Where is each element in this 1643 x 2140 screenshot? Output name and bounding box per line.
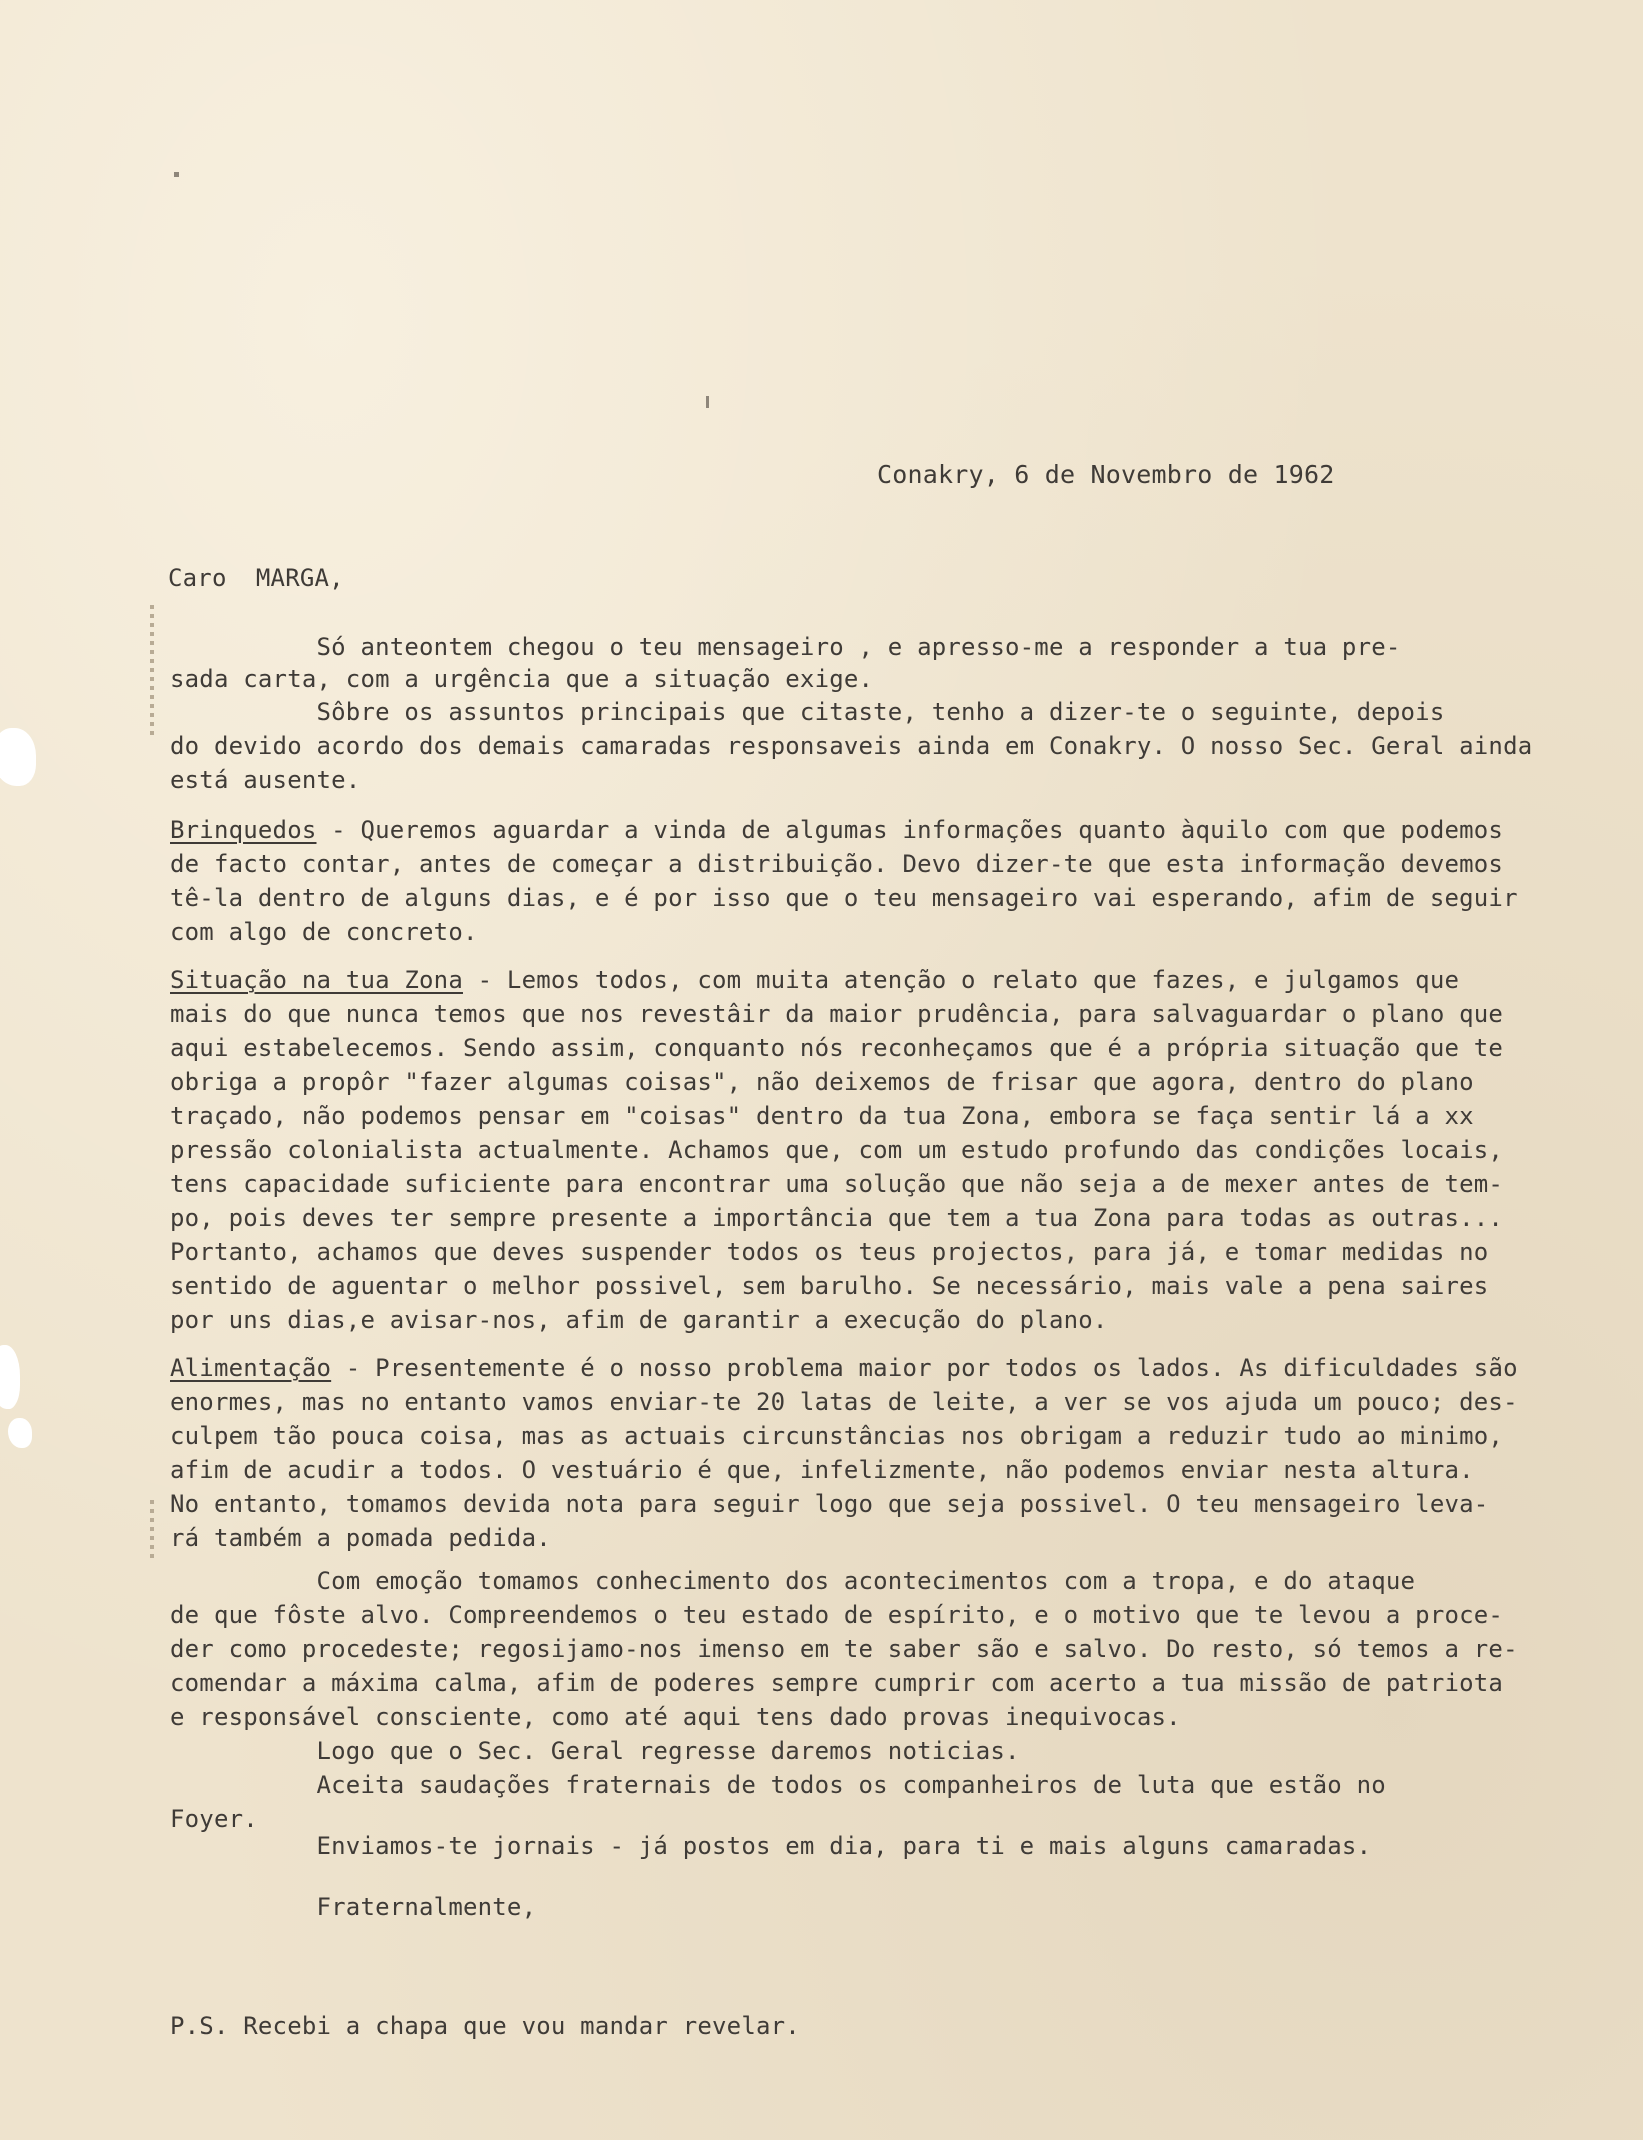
paper-hole — [0, 728, 36, 786]
body-line: rá também a pomada pedida. — [170, 1524, 551, 1552]
body-line: do devido acordo dos demais camaradas responsaveis ainda em Conakry. O nosso Sec. Geral ainda — [170, 732, 1533, 760]
body-line: tens capacidade suficiente para encontrar uma solução que não seja a de mexer antes de tem- — [170, 1170, 1504, 1198]
dateline: Conakry, 6 de Novembro de 1962 — [877, 460, 1335, 489]
section-heading: Alimentação — [170, 1354, 332, 1382]
body-line: Sôbre os assuntos principais que citaste, tenho a dizer-te o seguinte, depois — [170, 698, 1445, 726]
section-situacao-first-line — [170, 965, 1459, 995]
body-line: com algo de concreto. — [170, 918, 478, 946]
body-line: culpem tão pouca coisa, mas as actuais circunstâncias nos obrigam a reduzir tudo ao minimo, — [170, 1422, 1504, 1450]
postscript: P.S. Recebi a chapa que vou mandar revelar. — [170, 2012, 800, 2040]
body-line: de facto contar, antes de começar a distribuição. Devo dizer-te que esta informação devemos — [170, 850, 1504, 878]
body-line: de que fôste alvo. Compreendemos o teu estado de espírito, e o motivo que te levou a proce- — [170, 1601, 1504, 1629]
body-line: Aceita saudações fraternais de todos os companheiros de luta que estão no — [170, 1771, 1386, 1799]
ink-speck — [706, 396, 709, 408]
punch-marks — [150, 605, 154, 735]
body-line: tê-la dentro de alguns dias, e é por isso que o teu mensageiro vai esperando, afim de seguir — [170, 884, 1518, 912]
body-line: obriga a propôr "fazer algumas coisas", não deixemos de frisar que agora, dentro do plano — [170, 1068, 1474, 1096]
body-line: por uns dias,e avisar-nos, afim de garantir a execução do plano. — [170, 1306, 1108, 1334]
body-line: e responsável consciente, como até aqui tens dado provas inequivocas. — [170, 1703, 1181, 1731]
section-heading: Situação na tua Zona — [170, 966, 463, 994]
section-alimentacao-first-line — [170, 1353, 1518, 1383]
body-line: mais do que nunca temos que nos revestâir da maior prudência, para salvaguardar o plano que — [170, 1000, 1504, 1028]
body-line: aqui estabelecemos. Sendo assim, conquanto nós reconheçamos que é a própria situação que te — [170, 1034, 1504, 1062]
section-brinquedos-first-line — [170, 815, 1503, 845]
body-line: sentido de aguentar o melhor possivel, sem barulho. Se necessário, mais vale a pena saires — [170, 1272, 1489, 1300]
body-line: comendar a máxima calma, afim de poderes sempre cumprir com acerto a tua missão de patriota — [170, 1669, 1504, 1697]
body-line: está ausente. — [170, 766, 361, 794]
body-line: - Queremos aguardar a vinda de algumas informações quanto àquilo com que podemos — [316, 816, 1504, 844]
body-line: traçado, não podemos pensar em "coisas" dentro da tua Zona, embora se faça sentir lá a xx — [170, 1102, 1474, 1130]
salutation: Caro MARGA, — [168, 564, 344, 592]
ink-speck — [174, 172, 179, 177]
body-line: afim de acudir a todos. O vestuário é que, infelizmente, não podemos enviar nesta altura. — [170, 1456, 1474, 1484]
body-line: enormes, mas no entanto vamos enviar-te 20 latas de leite, a ver se vos ajuda um pouco; des- — [170, 1388, 1518, 1416]
paper-hole — [0, 1345, 20, 1409]
body-line: sada carta, com a urgência que a situação exige. — [170, 665, 874, 693]
body-line: Portanto, achamos que deves suspender todos os teus projectos, para já, e tomar medidas no — [170, 1238, 1489, 1266]
punch-marks — [150, 1500, 154, 1560]
newspapers-line: Enviamos-te jornais - já postos em dia, para ti e mais alguns camaradas. — [170, 1832, 1372, 1860]
body-line: Com emoção tomamos conhecimento dos acontecimentos com a tropa, e do ataque — [170, 1567, 1416, 1595]
body-line: po, pois deves ter sempre presente a importância que tem a tua Zona para todas as outras... — [170, 1204, 1504, 1232]
section-heading: Brinquedos — [170, 816, 317, 844]
body-line: der como procedeste; regosijamo-nos imenso em te saber são e salvo. Do resto, só temos a re- — [170, 1635, 1518, 1663]
paper-hole — [8, 1418, 32, 1448]
foyer-line: Foyer. — [170, 1805, 258, 1833]
body-line: No entanto, tomamos devida nota para seguir logo que seja possivel. O teu mensageiro leva- — [170, 1490, 1489, 1518]
body-line: Logo que o Sec. Geral regresse daremos noticias. — [170, 1737, 1020, 1765]
signoff: Fraternalmente, — [170, 1893, 537, 1921]
body-line: - Presentemente é o nosso problema maior por todos os lados. As dificuldades são — [331, 1354, 1518, 1382]
body-line: Só anteontem chegou o teu mensageiro , e apresso-me a responder a tua pre- — [170, 633, 1401, 661]
body-line: - Lemos todos, com muita atenção o relato que fazes, e julgamos que — [462, 966, 1460, 994]
body-line: pressão colonialista actualmente. Achamos que, com um estudo profundo das condições locais, — [170, 1136, 1504, 1164]
